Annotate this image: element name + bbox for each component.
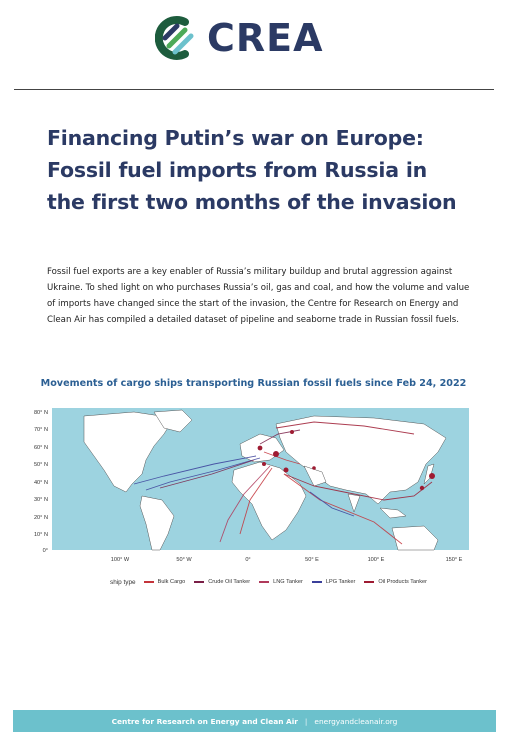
latitude-labels (34, 410, 48, 554)
footer-org-name: Centre for Research on Energy and Clean Air (111, 716, 298, 726)
legend-swatch (364, 581, 374, 583)
legend-swatch (144, 581, 154, 583)
legend-swatch (259, 581, 269, 583)
brand-name: CREA (207, 16, 324, 60)
legend-item-lng-tanker (259, 579, 303, 585)
legend-item-bulk-cargo (144, 579, 186, 585)
lat-tick-label: 50° N (33, 462, 48, 468)
map-legend (110, 576, 436, 588)
crea-logo-icon (155, 16, 199, 60)
lon-tick-label: 0° (245, 557, 251, 563)
map-title: Movements of cargo ships transporting Russian fossil fuels since Feb 24, 2022 (40, 378, 467, 389)
legend-label: LPG Tanker (325, 579, 356, 585)
shipping-map-svg (14, 404, 494, 594)
legend-swatch (312, 581, 322, 583)
lat-tick-label: 70° N (33, 427, 48, 433)
lon-tick-label: 100° W (110, 557, 130, 563)
legend-title: ship type (110, 578, 136, 586)
legend-label: Bulk Cargo (157, 579, 186, 585)
lat-tick-label: 0° (42, 548, 48, 554)
document-title: Financing Putin’s war on Europe: Fossil fuel imports from Russia in the first two months of the invasion (47, 126, 457, 214)
footer-separator: | (304, 716, 308, 726)
legend-item-lpg-tanker (312, 579, 355, 585)
lon-tick-label: 50° E (305, 557, 319, 563)
legend-swatch (194, 581, 204, 583)
shipping-map (14, 404, 494, 594)
crea-logo (155, 16, 324, 60)
lon-tick-label: 150° E (445, 557, 463, 563)
legend-label: Oil Products Tanker (378, 579, 428, 585)
lat-tick-label: 30° N (33, 497, 48, 503)
intro-paragraph: Fossil fuel exports are a key enabler of Russia’s military buildup and brutal aggression against Ukraine. To shed light on who purchases Russia’s oil, gas and coal, and how the volume and value of imports have changed since the start of the invasion, the Centre for Research on Energy and Clean Air has compiled a detailed dataset of pipeline and seaborne trade in Russian fossil fuels. (47, 267, 470, 326)
lat-tick-label: 20° N (33, 515, 48, 521)
header-divider (14, 89, 494, 90)
lat-tick-label: 60° N (33, 445, 48, 451)
legend-label: Crude Oil Tanker (208, 579, 251, 585)
legend-item-oil-products-tanker (364, 579, 427, 585)
lon-tick-label: 50° W (176, 557, 192, 563)
lat-tick-label: 40° N (33, 480, 48, 486)
lat-tick-label: 80° N (33, 410, 48, 416)
footer-bar (13, 710, 496, 732)
lat-tick-label: 10° N (33, 532, 48, 538)
legend-label: LNG Tanker (273, 579, 303, 585)
lon-tick-label: 100° E (367, 557, 385, 563)
longitude-labels (111, 557, 463, 563)
legend-item-crude-oil-tanker (194, 579, 250, 585)
footer-website-link[interactable]: energyandcleanair.org (314, 716, 398, 726)
